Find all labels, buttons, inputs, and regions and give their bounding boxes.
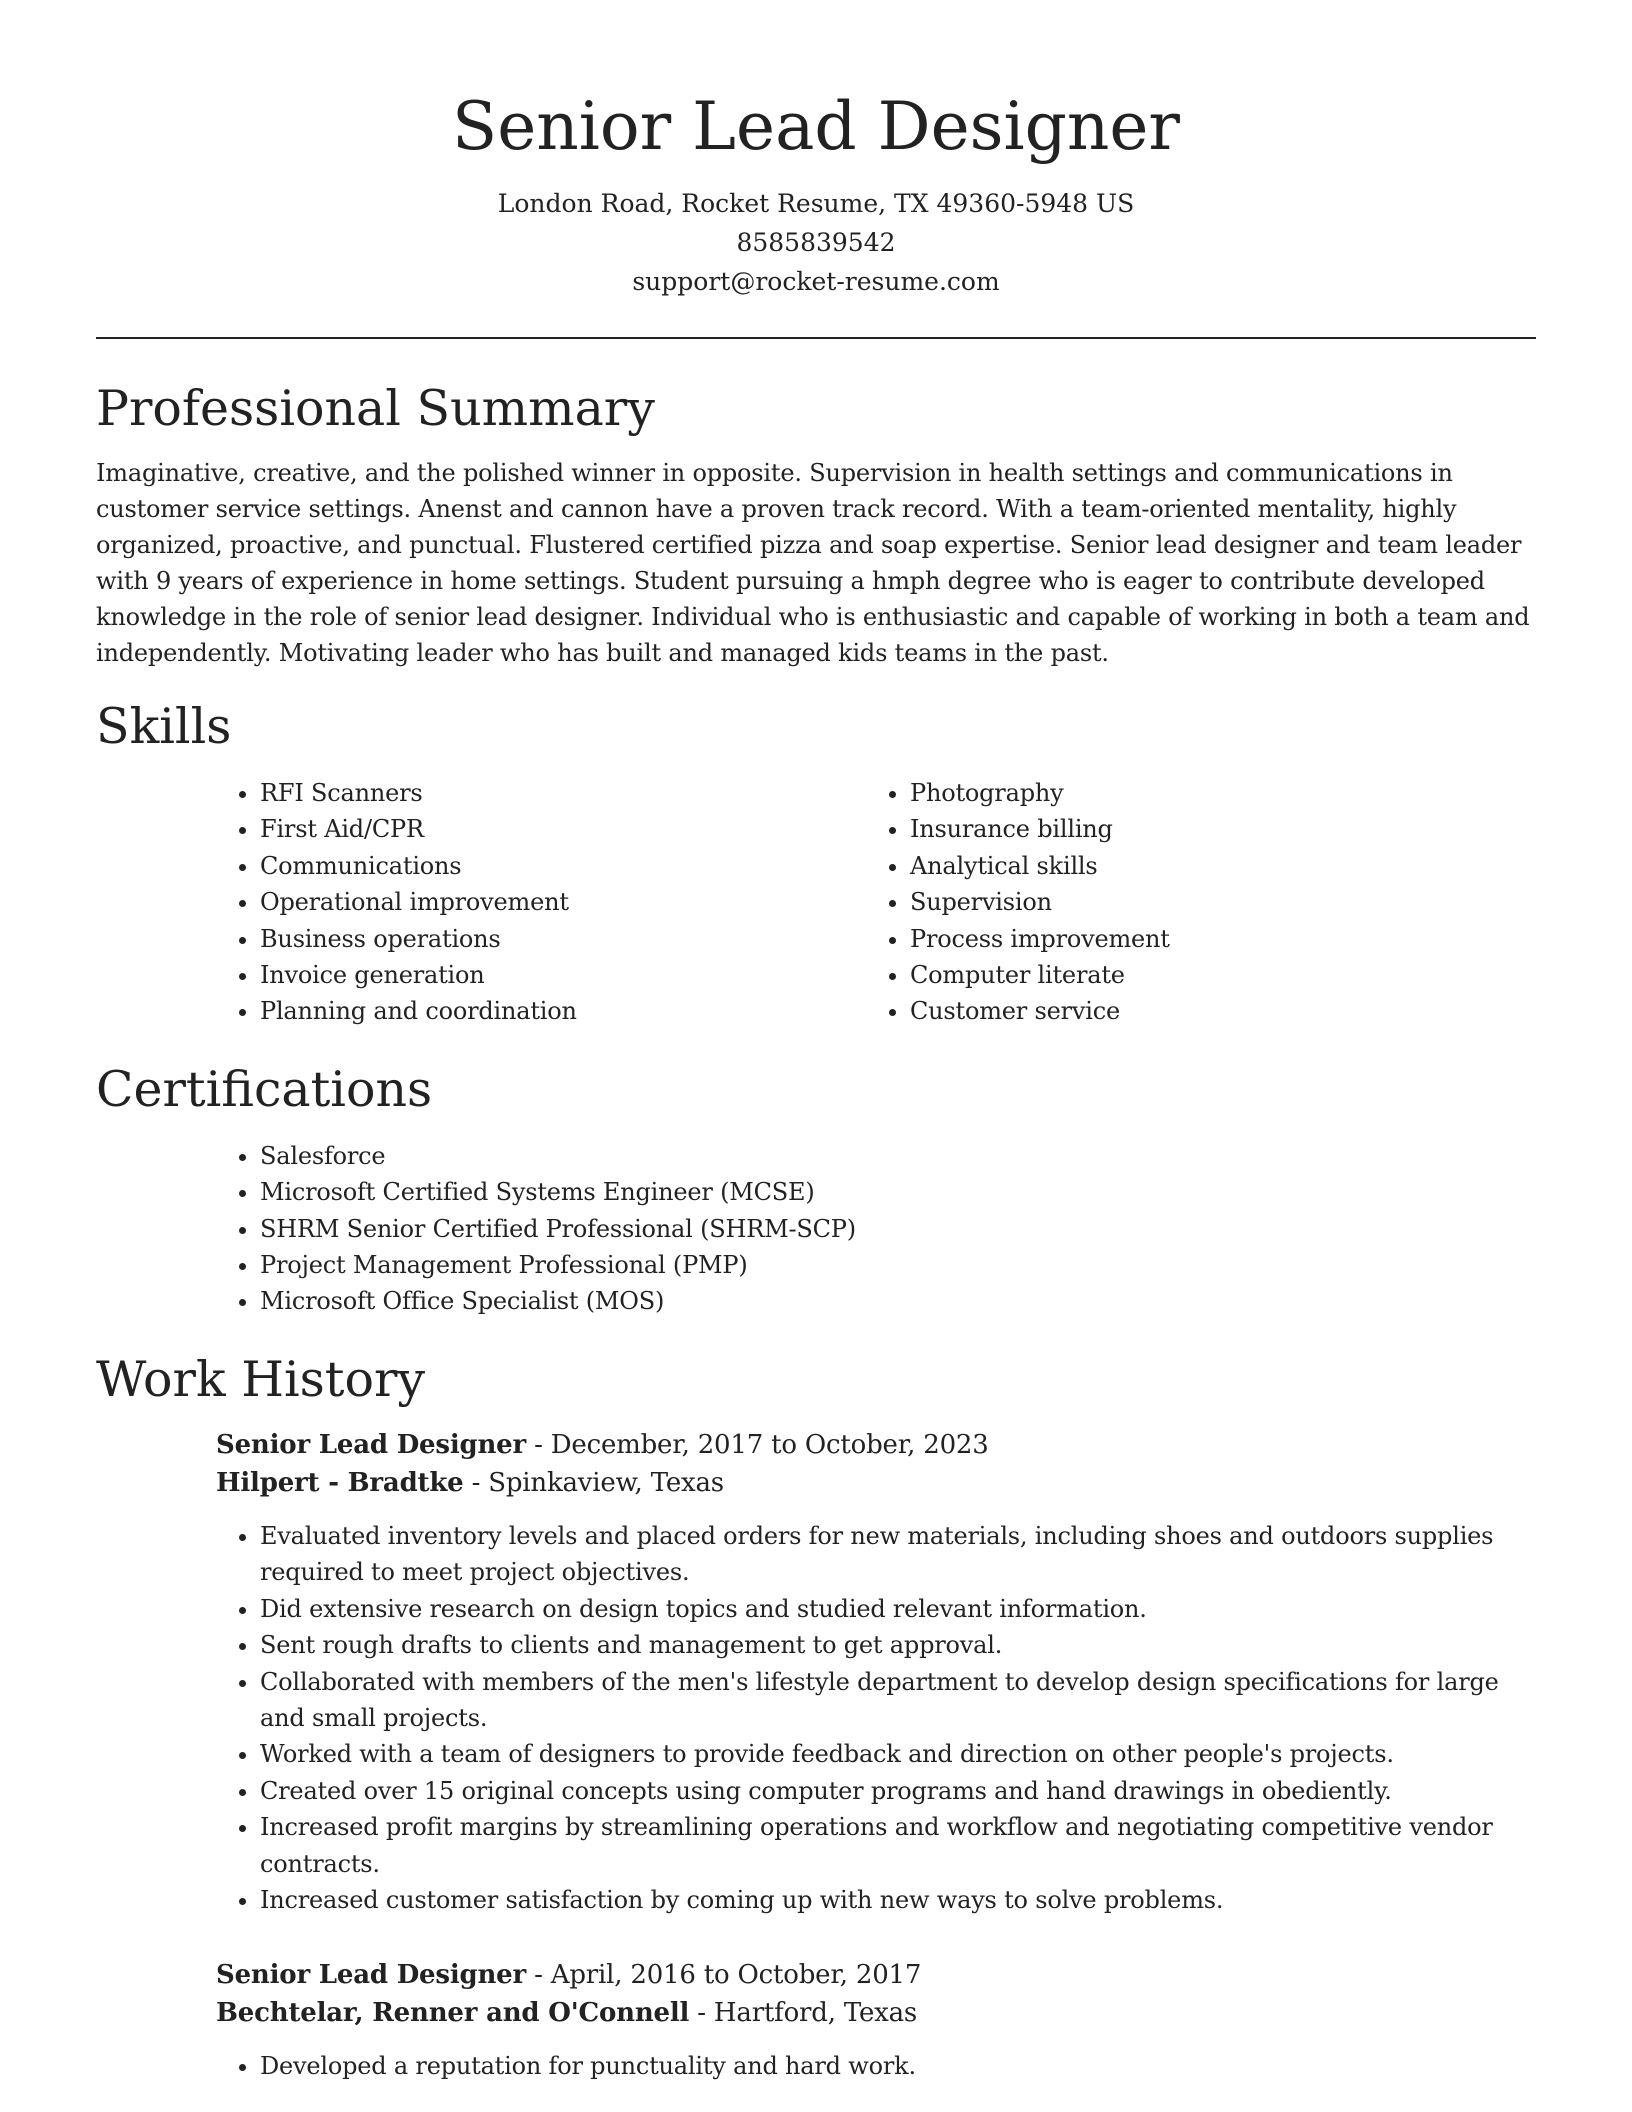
job-duty-item: • Collaborated with members of the men's lifestyle department to develop design specifications for large and small projects. — [260, 1664, 1536, 1737]
job-duty-item: • Sent rough drafts to clients and management to get approval. — [260, 1627, 1536, 1663]
job-company: Bechtelar, Renner and O'Connell — [216, 1998, 690, 2029]
job-duty-item: • Worked with a team of designers to provide feedback and direction on other people's projects. — [260, 1736, 1536, 1772]
job-duties — [216, 2048, 1536, 2084]
job-entry — [216, 1426, 1536, 1918]
certification-item: • Microsoft Office Specialist (MOS) — [260, 1283, 1536, 1319]
job-company-line — [216, 1464, 1536, 1502]
contact-info — [96, 184, 1536, 301]
work-history-heading: Work History — [96, 1350, 426, 1408]
job-dates: - December, 2017 to October, 2023 — [526, 1429, 989, 1460]
summary-text: Imaginative, creative, and the polished winner in opposite. Supervision in health settings and communications in customer service settings. Anenst and cannon have a proven track record. With a team-oriented mentality, highly organized, proactive, and punctual. Flustered certified pizza and soap expertise. Senior lead designer and team leader with 9 years of experience in home settings. Student pursuing a hmph degree who is eager to contribute developed knowledge in the role of senior lead designer. Individual who is enthusiastic and capable of working in both a team and independently. Motivating leader who has built and managed kids teams in the past. — [96, 459, 1530, 667]
certifications-section — [96, 1058, 1536, 1320]
summary-heading: Professional Summary — [96, 380, 655, 437]
skill-item: • Supervision — [910, 884, 1516, 920]
work-history-section — [96, 1348, 1536, 2085]
certification-item: • SHRM Senior Certified Professional (SHRM-SCP) — [260, 1211, 1536, 1247]
skill-item: • Customer service — [910, 993, 1516, 1029]
job-company: Hilpert - Bradtke — [216, 1467, 464, 1498]
job-title-line — [216, 1426, 1536, 1464]
skills-list — [216, 775, 1536, 1030]
contact-email: support@rocket-resume.com — [632, 267, 1000, 296]
job-duty-item: • Increased profit margins by streamlining operations and workflow and negotiating competitive vendor contracts. — [260, 1809, 1536, 1882]
certifications-heading: Certifications — [96, 1060, 433, 1118]
job-title: Senior Lead Designer — [216, 1429, 527, 1460]
skill-item: • Business operations — [260, 921, 866, 957]
job-duty-item: • Evaluated inventory levels and placed orders for new materials, including shoes and outdoors supplies required to meet project objectives. — [260, 1518, 1536, 1591]
job-duty-item: • Increased customer satisfaction by coming up with new ways to solve problems. — [260, 1882, 1536, 1918]
certification-item: • Microsoft Certified Systems Engineer (MCSE) — [260, 1174, 1536, 1210]
contact-phone: 8585839542 — [736, 228, 896, 257]
header-divider — [96, 337, 1536, 339]
skills-section — [96, 695, 1536, 1030]
skill-item: • Photography — [910, 775, 1516, 811]
skill-item: • Computer literate — [910, 957, 1516, 993]
skills-column-left — [216, 775, 866, 1030]
job-dates: - April, 2016 to October, 2017 — [526, 1960, 922, 1991]
certification-item: • Salesforce — [260, 1138, 1536, 1174]
job-entry — [216, 1956, 1536, 2084]
job-duty-item: • Developed a reputation for punctuality and hard work. — [260, 2048, 1536, 2084]
skill-item: • Insurance billing — [910, 811, 1516, 847]
skills-heading: Skills — [96, 698, 232, 755]
resume-header — [96, 0, 1536, 301]
job-duties — [216, 1518, 1536, 1918]
job-location: - Spinkaview, Texas — [463, 1467, 724, 1498]
job-title-line — [216, 1956, 1536, 1994]
skill-item: • Invoice generation — [260, 957, 866, 993]
skill-item: • Planning and coordination — [260, 993, 866, 1029]
skill-item: • RFI Scanners — [260, 775, 866, 811]
skill-item: • Operational improvement — [260, 884, 866, 920]
summary-section — [96, 377, 1536, 671]
job-location: - Hartford, Texas — [689, 1998, 918, 2029]
certifications-list — [216, 1138, 1536, 1320]
skill-item: • Process improvement — [910, 921, 1516, 957]
job-title: Senior Lead Designer — [216, 1960, 527, 1991]
contact-address: London Road, Rocket Resume, TX 49360-5948 US — [497, 189, 1135, 218]
skill-item: • Communications — [260, 848, 866, 884]
job-duty-item: • Created over 15 original concepts using computer programs and hand drawings in obediently. — [260, 1773, 1536, 1809]
skills-column-right — [866, 775, 1516, 1030]
resume-page — [96, 0, 1536, 2085]
job-duty-item: • Did extensive research on design topics and studied relevant information. — [260, 1591, 1536, 1627]
skill-item: • Analytical skills — [910, 848, 1516, 884]
certification-item: • Project Management Professional (PMP) — [260, 1247, 1536, 1283]
skill-item: • First Aid/CPR — [260, 811, 866, 847]
candidate-name: Senior Lead Designer — [452, 88, 1180, 165]
job-company-line — [216, 1994, 1536, 2032]
